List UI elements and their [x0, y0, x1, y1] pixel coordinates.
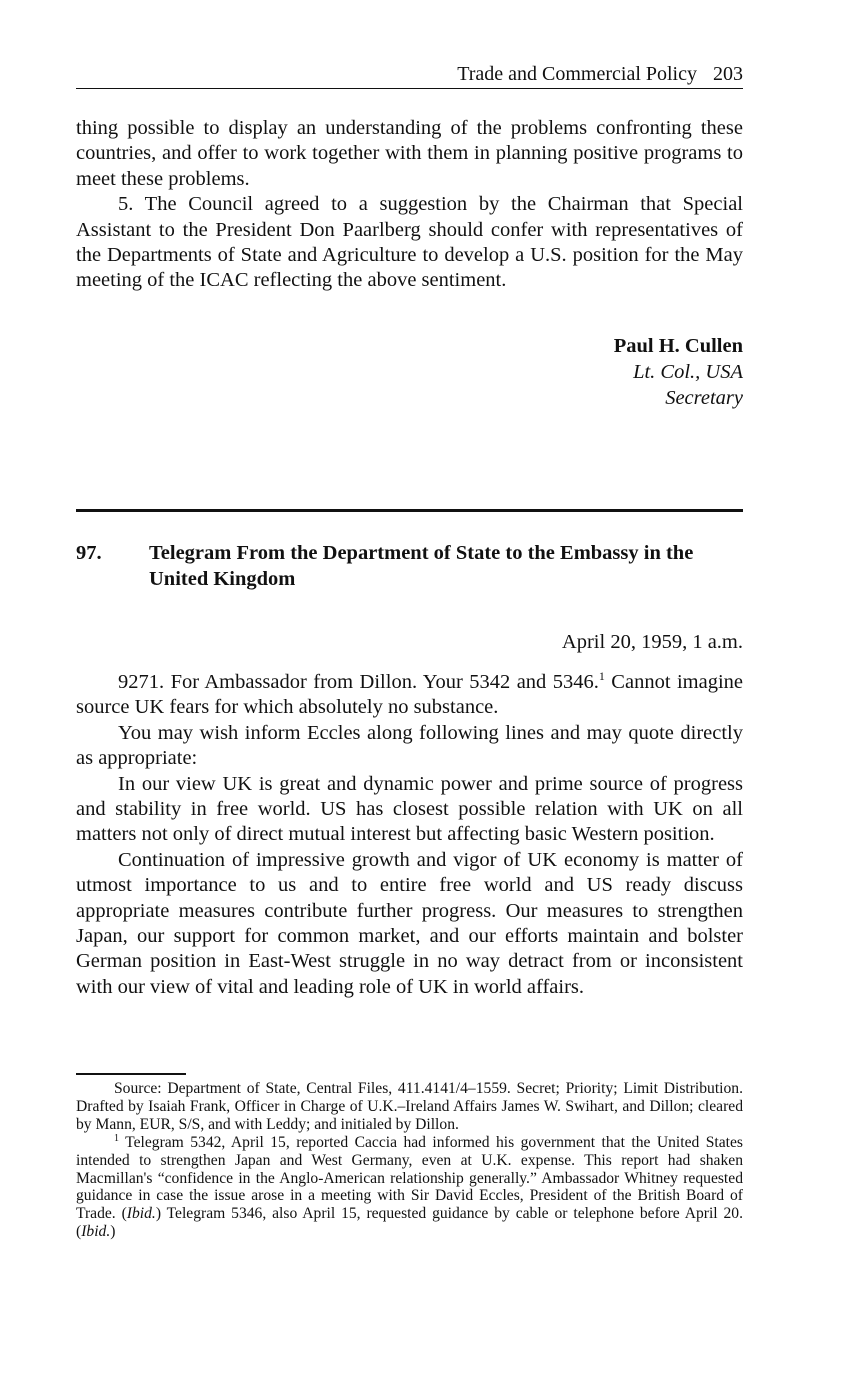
continuation-paragraph: thing possible to display an understanding of the problems confronting these countries, and offer to work together with them in planning positive programs to meet these problems.	[76, 117, 743, 190]
footnote-marker: 1	[114, 1132, 119, 1144]
telegram-paragraph-2: You may wish inform Eccles along following lines and may quote directly as appropriate:	[76, 721, 743, 770]
ibid-citation: Ibid.	[81, 1223, 111, 1241]
footnote-ref-1: 1	[598, 669, 605, 683]
telegram-body	[76, 670, 743, 1000]
council-paragraph: 5. The Council agreed to a suggestion by the Chairman that Special Assistant to the President Don Paarlberg should confer with representatives of the Departments of State and Agriculture to develop a U.S. position for the May meeting of the ICAC reflecting the above sentiment.	[76, 193, 743, 292]
running-head	[76, 62, 743, 86]
telegram-paragraph-4: Continuation of impressive growth and vigor of UK economy is matter of utmost importance to us and to entire free world and US ready discuss appropriate measures contribute further progress. Our measures to strengthen Japan, our support for common market, and our efforts maintain and bolster German position in East-West struggle in no way detract from or inconsistent with our view of vital and leading role of UK in world affairs.	[76, 848, 743, 998]
running-head-title: Trade and Commercial Policy	[457, 63, 697, 85]
document-title: Telegram From the Department of State to the Embassy in the United Kingdom	[149, 542, 694, 590]
footnote-1: $^1$ Telegram 5342, April 15, reported Caccia had informed his government that the United States intended to strengthen Japan and West Germany, even at U.K. expense. This report had shaken Macmillan's “confidence in the Anglo-American relationship generally.” Ambassador Whitney requested guidance in case the issue arose in a meeting with Sir David Eccles, President of the British Board of Trade. (Ibid.) Telegram 5346, also April 15, requested guidance by cable or telephone before April 20. (Ibid.)	[76, 1132, 743, 1241]
signature-block	[614, 333, 743, 411]
telegram-paragraph-1: 9271. For Ambassador from Dillon. Your 5342 and 5346.$^1$ Cannot imagine source UK fears for which absolutely no substance.	[76, 669, 743, 719]
telegram-paragraph-3: In our view UK is great and dynamic power and prime source of progress and stability in free world. US has closest possible relation with UK on all matters not only of direct mutual interest but affecting basic Western position.	[76, 772, 743, 846]
signer-rank: Lt. Col., USA	[633, 361, 743, 383]
source-note: Source: Department of State, Central Files, 411.4141/4–1559. Secret; Priority; Limit Distribution. Drafted by Isaiah Frank, Officer in Charge of U.K.–Ireland Affairs James W. Swihart, and Dillon; cleared by Mann, EUR, S/S, and with Leddy; and initialed by Dillon.	[76, 1080, 743, 1133]
dateline: April 20, 1959, 1 a.m.	[561, 631, 743, 653]
header-rule	[76, 88, 743, 89]
signer-name: Paul H. Cullen	[613, 335, 743, 357]
footnote-rule	[76, 1073, 186, 1075]
document-number: 97.	[76, 542, 102, 564]
ibid-citation: Ibid.	[126, 1205, 156, 1223]
previous-document-continuation	[76, 116, 743, 294]
signer-title: Secretary	[665, 387, 743, 409]
page-number: 203	[713, 63, 743, 85]
document-separator-rule	[76, 509, 743, 512]
footnotes	[76, 1080, 743, 1241]
